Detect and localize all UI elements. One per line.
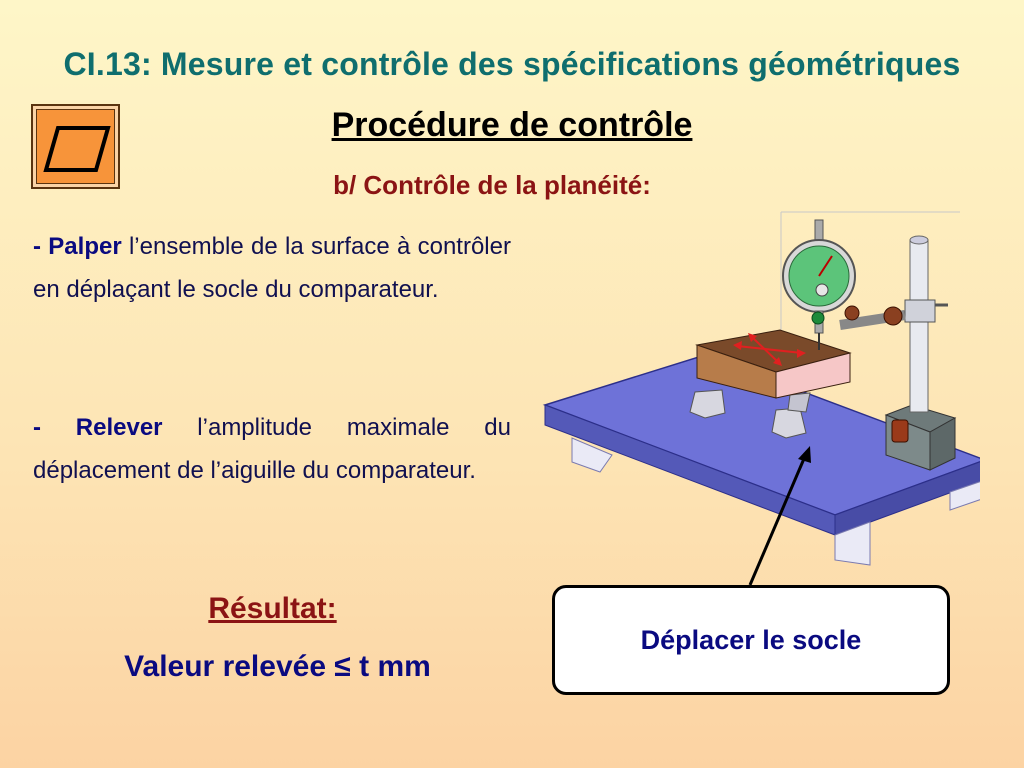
page-subtitle: Procédure de contrôle bbox=[331, 106, 693, 144]
callout-text: Déplacer le socle bbox=[640, 624, 862, 655]
flatness-parallelogram-icon bbox=[33, 106, 122, 191]
result-label: Résultat: bbox=[208, 592, 337, 625]
step-text: l’ensemble de la surface à contrôler en déplaçant le socle du comparateur. bbox=[33, 233, 511, 303]
callout-box bbox=[552, 585, 950, 695]
result-value: Valeur relevée ≤ t mm bbox=[124, 650, 431, 683]
step-prefix: - bbox=[33, 414, 76, 441]
step-relever bbox=[33, 406, 511, 492]
step-lead-relever: Relever bbox=[75, 414, 163, 441]
flatness-symbol bbox=[31, 104, 120, 189]
step-palper bbox=[33, 225, 511, 311]
section-heading: b/ Contrôle de la planéité: bbox=[333, 170, 651, 200]
step-text: l’amplitude maximale du déplacement de l’aiguille du comparateur. bbox=[33, 414, 511, 484]
flatness-setup-illustration bbox=[540, 205, 980, 605]
step-lead-palper: Palper bbox=[48, 233, 122, 260]
page-title: CI.13: Mesure et contrôle des spécifications géométriques bbox=[63, 46, 961, 82]
step-prefix: - bbox=[33, 233, 49, 260]
